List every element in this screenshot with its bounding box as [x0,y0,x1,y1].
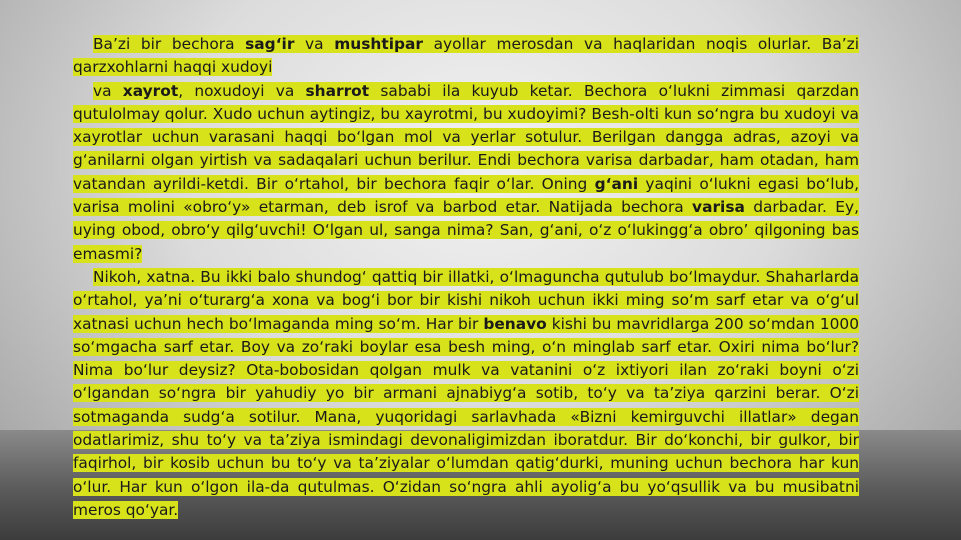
text-run: , noxudoyi va [178,81,306,100]
text-run: Nikoh, xatna. Bu ikki balo shundog‘ qattiq bir illatki, o‘lmaguncha qutulub bo‘lmaydur. Shaharlarda o‘rtahol, ya’ni o‘turarg‘a xona va bog‘i bor bir kishi nikoh uchun ikki ming so‘m sarf etar va o‘g‘ul xatnasi uchun hech bo‘lmaganda ming so‘m. Har bir [73,267,859,333]
paragraph-3 [73,266,859,522]
bold-word: xayrot [122,81,179,100]
text-run: Ba’zi bir bechora [93,35,246,53]
bold-word: sag‘ir [245,35,295,53]
bold-word: benavo [483,314,547,333]
text-run: va [294,35,335,53]
text-run: darbadar. Ey, uying obod, obro‘y qilg‘uvchi! O‘lgan ul, sanga nima? San, g‘ani, o‘z o‘lukingg‘a obro’ qilgoning bas emasmi? [73,198,859,263]
bold-word: sharrot [305,81,370,100]
paragraph-2 [73,80,859,266]
text-body [73,33,859,522]
bold-word: varisa [692,198,745,217]
text-run: ayollar merosdan va haqlaridan noqis olurlar. Ba’zi qarzxohlarni haqqi xudoyi [73,35,860,77]
paragraph-1 [73,33,859,80]
text-run: sababi ila kuyub ketar. Bechora o‘lukni zimmasi qarzdan qutulolmay qolur. Xudo uchun aytingiz, bu xayrotmi, bu xudoyimi? Besh-olti kun so‘ngra bu xudoyi va xayrotlar uchun varasani haqqi bo‘lgan mol va yerlar sotulur. Berilgan dangga adras, azoyi va g‘anilarni olgan yirtish va sadaqalari uchun berilur. Endi bechora varisa darbadar, ham otadan, ham vatandan ayrildi-ketdi. Bir o‘rtahol, bir bechora faqir o‘lar. Oning [73,81,860,193]
text-run: yaqini o‘lukni egasi bo‘lub, varisa molini «obro‘y» etarman, deb isrof va barbod etar. Natijada bechora [73,174,859,217]
text-run: kishi bu mavridlarga 200 so‘mdan 1000 so‘mgacha sarf etar. Boy va zo‘raki boylar esa besh ming, o‘n minglab sarf etar. Oxiri nima bo‘lur? Nima bo‘lur deysiz? Ota-bobosidan qolgan mulk va vatanini o‘z ixtiyori ilan zo‘raki boyni o‘zi o‘lgandan so‘ngra bir yahudiy yo bir armani ajnabiyg‘a sotib, to‘y va ta’ziya qarzini berar. O‘zi sotmaganda sudg‘a sotilur. Mana, yuqoridagi sarlavhada «Bizni kemirguvchi illatlar» degan odatlarimiz, shu to‘y va ta’ziya ismindagi devonaligimizdan iboratdur. Bir do‘konchi, bir gulkor, bir faqirhol, bir kosib uchun bu to‘y va ta’ziyalar o‘lumdan qatig‘durki, muning uchun bechora har kun o‘lur. Har kun o‘lgon ila-da qutulmas. O‘zidan so‘ngra ahli ayolig‘a bu yo‘qsullik va bu musibatni meros qo‘yar. [73,314,859,519]
bold-word: g‘ani [594,174,639,193]
text-run: va [93,81,123,100]
bold-word: mushtipar [334,35,423,53]
